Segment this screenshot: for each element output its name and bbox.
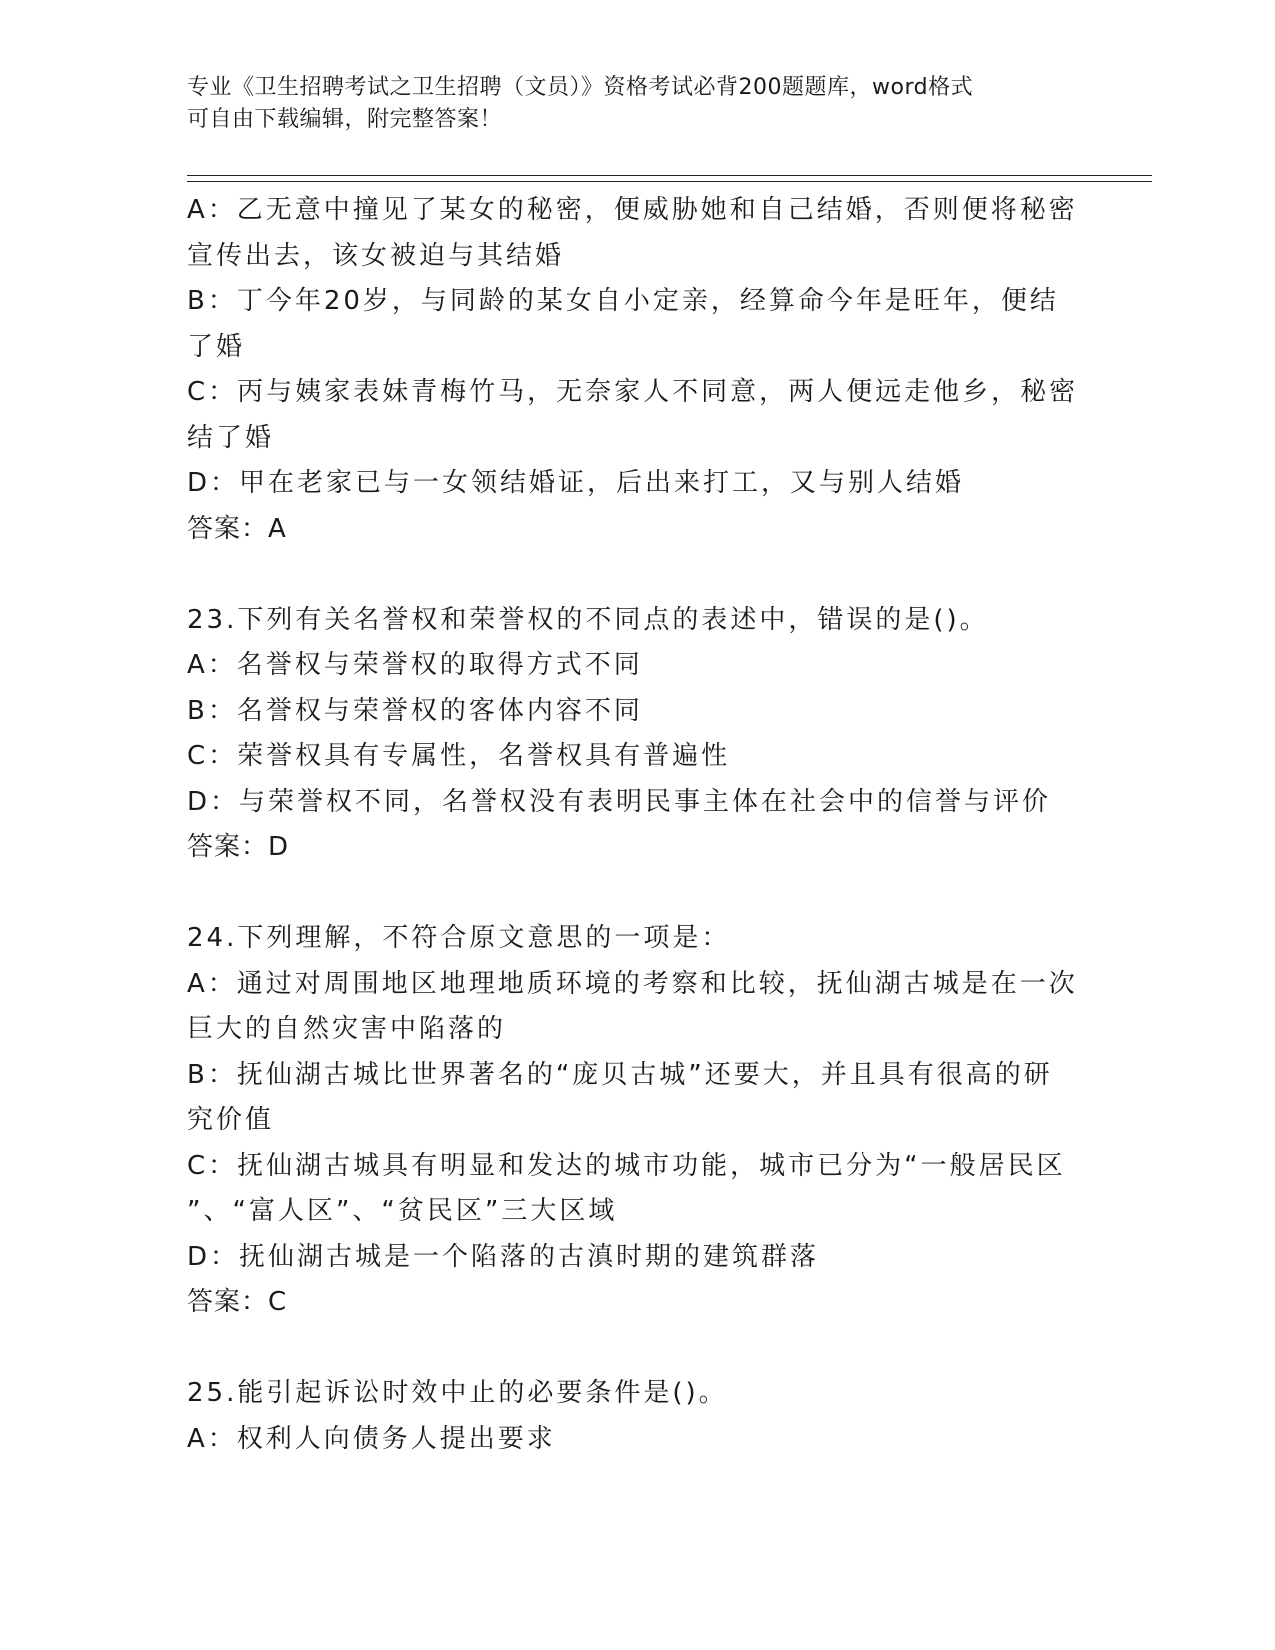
q22-option-d: D：甲在老家已与一女领结婚证，后出来打工，又与别人结婚 bbox=[187, 468, 965, 498]
q23-question: 23.下列有关名誉权和荣誉权的不同点的表述中，错误的是()。 bbox=[187, 604, 989, 635]
q24-option-b: B：抚仙湖古城比世界著名的“庞贝古城”还要大，并且具有很高的研 bbox=[187, 1059, 1053, 1090]
q24-answer: 答案：C bbox=[187, 1287, 288, 1317]
question-content bbox=[187, 188, 1087, 1462]
q23-option-c: C：荣誉权具有专属性，名誉权具有普遍性 bbox=[187, 741, 731, 771]
spacer bbox=[187, 552, 1087, 598]
header-divider-top bbox=[187, 175, 1152, 176]
document-header bbox=[187, 72, 1067, 136]
q24-option-d: D：抚仙湖古城是一个陷落的古滇时期的建筑群落 bbox=[187, 1241, 820, 1272]
q24-option-c-cont: ”、“富人区”、“贫民区”三大区域 bbox=[187, 1196, 618, 1226]
q25-option-a: A：权利人向债务人提出要求 bbox=[187, 1423, 556, 1454]
q24-question: 24.下列理解，不符合原文意思的一项是： bbox=[187, 923, 731, 953]
q24-option-a: A：通过对周围地区地理地质环境的考察和比较，抚仙湖古城是在一次 bbox=[187, 968, 1078, 999]
q24-option-c: C：抚仙湖古城具有明显和发达的城市功能，城市已分为“一般居民区 bbox=[187, 1150, 1066, 1181]
header-title-line-2: 可自由下载编辑，附完整答案！ bbox=[187, 107, 503, 132]
q22-option-b-cont: 了婚 bbox=[187, 331, 246, 362]
q22-answer: 答案：A bbox=[187, 513, 287, 544]
q23-option-a: A：名誉权与荣誉权的取得方式不同 bbox=[187, 650, 643, 680]
spacer bbox=[187, 1326, 1087, 1372]
question-22-block bbox=[187, 188, 1087, 552]
spacer bbox=[187, 871, 1087, 917]
question-25-block bbox=[187, 1371, 1087, 1462]
q23-answer: 答案：D bbox=[187, 832, 290, 862]
q23-option-d: D：与荣誉权不同，名誉权没有表明民事主体在社会中的信誉与评价 bbox=[187, 786, 1052, 817]
q22-option-b: B：丁今年20岁，与同龄的某女自小定亲，经算命今年是旺年，便结 bbox=[187, 286, 1059, 316]
q23-option-b: B：名誉权与荣誉权的客体内容不同 bbox=[187, 695, 643, 726]
question-24-block bbox=[187, 916, 1087, 1326]
q24-option-a-cont: 巨大的自然灾害中陷落的 bbox=[187, 1014, 507, 1044]
q25-question: 25.能引起诉讼时效中止的必要条件是()。 bbox=[187, 1378, 728, 1408]
header-title-line-1: 专业《卫生招聘考试之卫生招聘（文员）》资格考试必背200题题库，word格式 bbox=[187, 75, 974, 100]
q22-option-a: A：乙无意中撞见了某女的秘密，便威胁她和自己结婚，否则便将秘密 bbox=[187, 195, 1078, 225]
q22-option-c-cont: 结了婚 bbox=[187, 422, 275, 453]
q24-option-b-cont: 究价值 bbox=[187, 1105, 275, 1135]
q22-option-c: C：丙与姨家表妹青梅竹马，无奈家人不同意，两人便远走他乡，秘密 bbox=[187, 377, 1079, 407]
question-23-block bbox=[187, 598, 1087, 871]
header-divider-bottom bbox=[187, 181, 1152, 182]
q22-option-a-cont: 宣传出去，该女被迫与其结婚 bbox=[187, 240, 565, 271]
